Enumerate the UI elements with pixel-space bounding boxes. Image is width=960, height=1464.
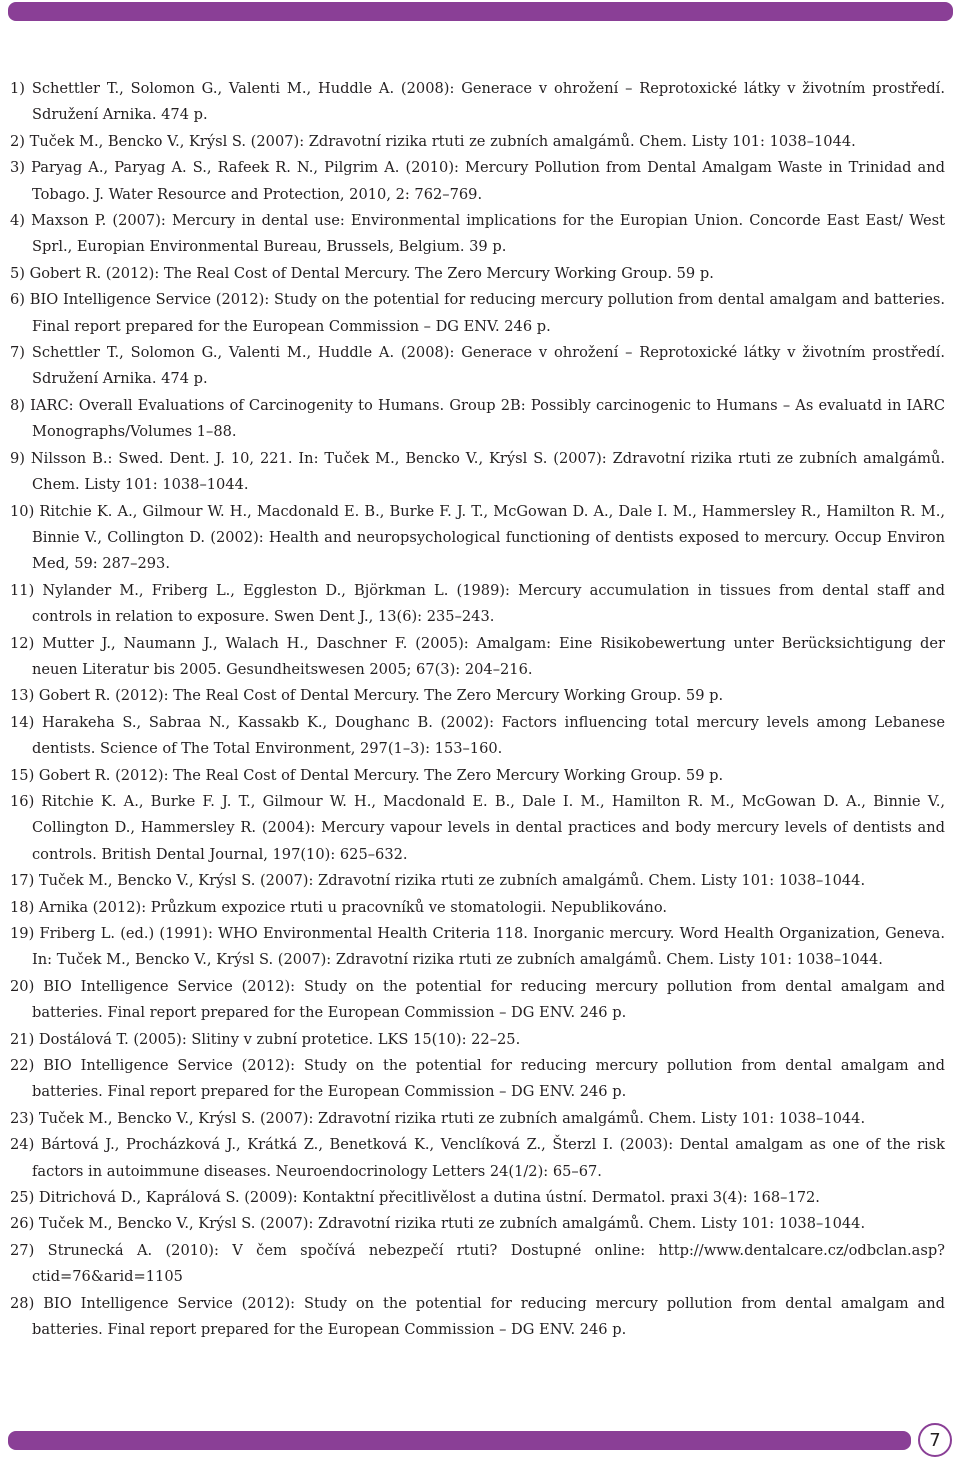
reference-list <box>10 76 945 1344</box>
reference-item: 22) BIO Intelligence Service (2012): Study on the potential for reducing mercury pollution from dental amalgam and batteries. Final report prepared for the European Commission – DG ENV. 246 p. <box>10 1057 945 1101</box>
reference-item: 2) Tuček M., Bencko V., Krýsl S. (2007): Zdravotní rizika rtuti ze zubních amalgámů. Chem. Listy 101: 1038–1044. <box>10 132 856 150</box>
reference-item: 11) Nylander M., Friberg L., Eggleston D., Björkman L. (1989): Mercury accumulation in tissues from dental staff and controls in relation to exposure. Swen Dent J., 13(6): 235–243. <box>10 581 945 626</box>
reference-item: 20) BIO Intelligence Service (2012): Study on the potential for reducing mercury pollution from dental amalgam and batteries. Final report prepared for the European Commission – DG ENV. 246 p. <box>10 977 945 1022</box>
reference-item: 5) Gobert R. (2012): The Real Cost of Dental Mercury. The Zero Mercury Working Group. 59 p. <box>10 264 714 282</box>
reference-item: 8) IARC: Overall Evaluations of Carcinogenity to Humans. Group 2B: Possibly carcinogenic to Humans – As evaluatd in IARC Monographs/Volumes 1–88. <box>10 396 945 441</box>
reference-item: 3) Paryag A., Paryag A. S., Rafeek R. N., Pilgrim A. (2010): Mercury Pollution from Dental Amalgam Waste in Trinidad and Tobago. J. Water Resource and Protection, 2010, 2: 762–769. <box>10 159 945 203</box>
reference-item: 28) BIO Intelligence Service (2012): Study on the potential for reducing mercury pollution from dental amalgam and batteries. Final report prepared for the European Commission – DG ENV. 246 p. <box>10 1294 945 1339</box>
reference-item: 13) Gobert R. (2012): The Real Cost of Dental Mercury. The Zero Mercury Working Group. 59 p. <box>10 687 724 705</box>
header-bar <box>8 2 953 21</box>
reference-item: 19) Friberg L. (ed.) (1991): WHO Environmental Health Criteria 118. Inorganic mercury. Word Health Organization, Geneva. In: Tuček M., Bencko V., Krýsl S. (2007): Zdravotní rizika rtuti ze zubních amalgámů. Chem. Listy 101: 1038–1044. <box>10 925 945 969</box>
footer-bar <box>8 1431 911 1450</box>
reference-item: 4) Maxson P. (2007): Mercury in dental use: Environmental implications for the Europian Union. Concorde East East/ West Sprl., Europian Environmental Bureau, Brussels, Belgium. 39 p. <box>10 212 945 256</box>
reference-item: 17) Tuček M., Bencko V., Krýsl S. (2007): Zdravotní rizika rtuti ze zubních amalgámů. Chem. Listy 101: 1038–1044. <box>10 872 866 890</box>
reference-item: 16) Ritchie K. A., Burke F. J. T., Gilmour W. H., Macdonald E. B., Dale I. M., Hamilton R. M., McGowan D. A., Binnie V., Collington D., Hammersley R. (2004): Mercury vapour levels in dental practices and body mercury levels of dentists and controls. British Dental Journal, 197(10): 625–632. <box>10 792 945 863</box>
reference-item: 18) Arnika (2012): Průzkum expozice rtuti u pracovníků ve stomatologii. Nepublikováno. <box>10 898 667 916</box>
reference-item: 14) Harakeha S., Sabraa N., Kassakb K., Doughanc B. (2002): Factors influencing total mercury levels among Lebanese dentists. Science of The Total Environment, 297(1–3): 153–160. <box>10 713 945 758</box>
reference-item: 26) Tuček M., Bencko V., Krýsl S. (2007): Zdravotní rizika rtuti ze zubních amalgámů. Chem. Listy 101: 1038–1044. <box>10 1215 866 1233</box>
reference-item: 15) Gobert R. (2012): The Real Cost of Dental Mercury. The Zero Mercury Working Group. 59 p. <box>10 766 724 784</box>
reference-item: 6) BIO Intelligence Service (2012): Study on the potential for reducing mercury pollution from dental amalgam and batteries. Final report prepared for the European Commission – DG ENV. 246 p. <box>10 291 945 335</box>
reference-item: 27) Strunecká A. (2010): V čem spočívá nebezpečí rtuti? Dostupné online: http://www.dentalcare.cz/odbclan.asp?ctid=76&arid=1105 <box>10 1241 945 1286</box>
reference-item: 7) Schettler T., Solomon G., Valenti M., Huddle A. (2008): Generace v ohrožení – Reprotoxické látky v životním prostředí. Sdružení Arnika. 474 p. <box>10 344 945 388</box>
reference-item: 12) Mutter J., Naumann J., Walach H., Daschner F. (2005): Amalgam: Eine Risikobewertung unter Berücksichtigung der neuen Literatur bis 2005. Gesundheitswesen 2005; 67(3): 204–216. <box>10 634 945 678</box>
reference-item: 21) Dostálová T. (2005): Slitiny v zubní protetice. LKS 15(10): 22–25. <box>10 1030 521 1048</box>
reference-item: 9) Nilsson B.: Swed. Dent. J. 10, 221. In: Tuček M., Bencko V., Krýsl S. (2007): Zdravotní rizika rtuti ze zubních amalgámů. Chem. Listy 101: 1038–1044. <box>10 449 945 494</box>
reference-item: 10) Ritchie K. A., Gilmour W. H., Macdonald E. B., Burke F. J. T., McGowan D. A., Dale I. M., Hammersley R., Hamilton R. M., Binnie V., Collington D. (2002): Health and neuropsychological functioning of dentists exposed to mercury. Occup Environ Med, 59: 287–293. <box>10 502 945 573</box>
reference-item: 25) Ditrichová D., Kaprálová S. (2009): Kontaktní přecitlivělost a dutina ústní. Dermatol. praxi 3(4): 168–172. <box>10 1189 820 1207</box>
page-number: 7 <box>918 1423 952 1457</box>
reference-item: 23) Tuček M., Bencko V., Krýsl S. (2007): Zdravotní rizika rtuti ze zubních amalgámů. Chem. Listy 101: 1038–1044. <box>10 1109 866 1127</box>
reference-item: 1) Schettler T., Solomon G., Valenti M., Huddle A. (2008): Generace v ohrožení – Reprotoxické látky v životním prostředí. Sdružení Arnika. 474 p. <box>10 80 945 124</box>
reference-item: 24) Bártová J., Procházková J., Krátká Z., Benetková K., Venclíková Z., Šterzl I. (2003): Dental amalgam as one of the risk factors in autoimmune diseases. Neuroendocrinology Letters 24(1/2): 65–67. <box>10 1136 945 1180</box>
